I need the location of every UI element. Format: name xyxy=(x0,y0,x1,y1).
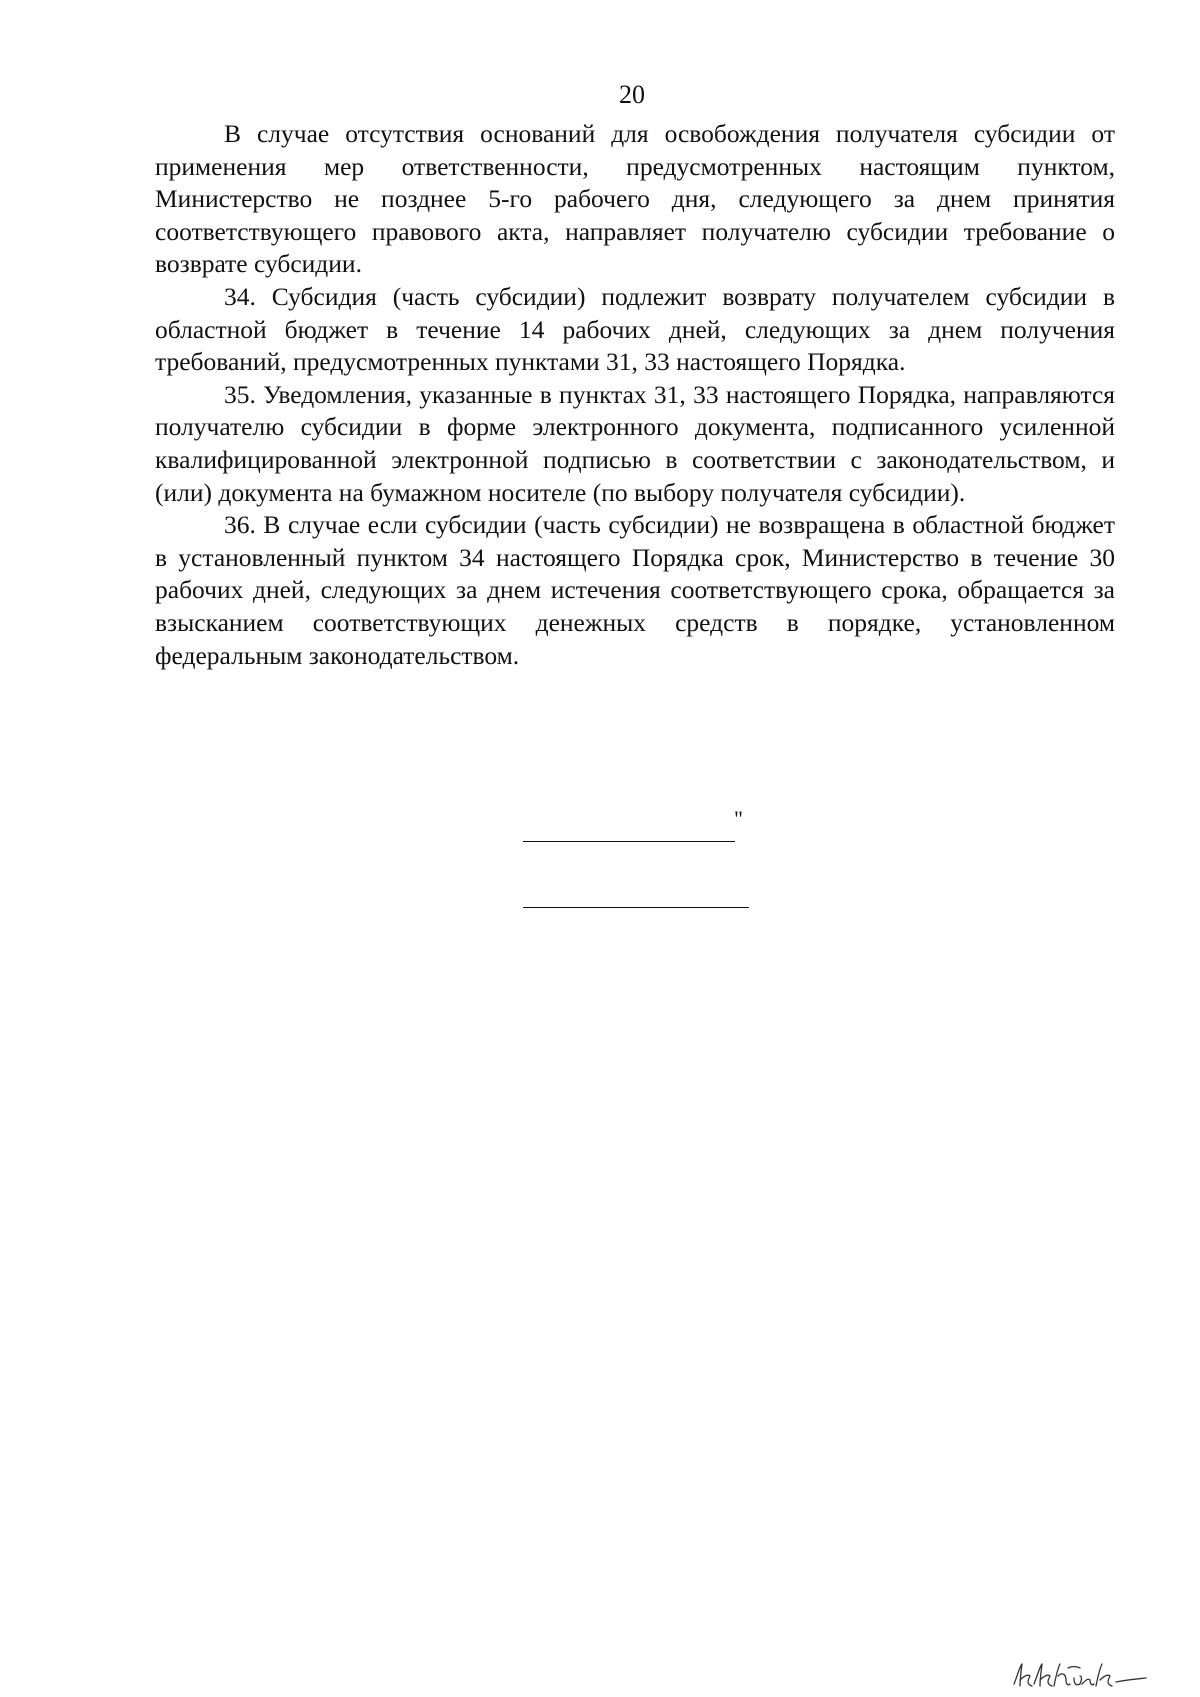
end-of-section-rule xyxy=(523,841,735,842)
paragraph-36: 36. В случае если субсидии (часть субсидии) не возвращена в областной бюджет в установленный пунктом 34 настоящего Порядка срок, Министерство в течение 30 рабочих дней, следующих за днем истечения соответствующего срока, обращается за взысканием соответствующих денежных средств в порядке, установленном федеральным законодательством. xyxy=(155,510,1115,670)
paragraph-34: 34. Субсидия (часть субсидии) подлежит возврату получателем субсидии в областной бюджет в течение 14 рабочих дней, следующих за днем получения требований, предусмотренных пунктами 31, 33 настоящего Порядка. xyxy=(155,281,1115,377)
document-body xyxy=(155,118,1115,672)
page-number: 20 xyxy=(619,80,645,109)
end-of-document-rule xyxy=(523,907,749,908)
paragraph-35: 35. Уведомления, указанные в пунктах 31, 33 настоящего Порядка, направляются получателю субсидии в форме электронного документа, подписанного усиленной квалифицированной электронной подписью в соответствии с законодательством, и (или) документа на бумажном носителе (по выбору получателя субсидии). xyxy=(155,379,1115,507)
handwritten-signature xyxy=(1010,1656,1150,1697)
closing-quote: " xyxy=(734,806,743,831)
paragraph-liability: В случае отсутствия оснований для освобождения получателя субсидии от применения мер ответственности, предусмотренных настоящим пунктом, Министерство не позднее 5-го рабочего дня, следующего за днем принятия соответствующего правового акта, направляет получателю субсидии требование о возврате субсидии. xyxy=(155,119,1115,279)
